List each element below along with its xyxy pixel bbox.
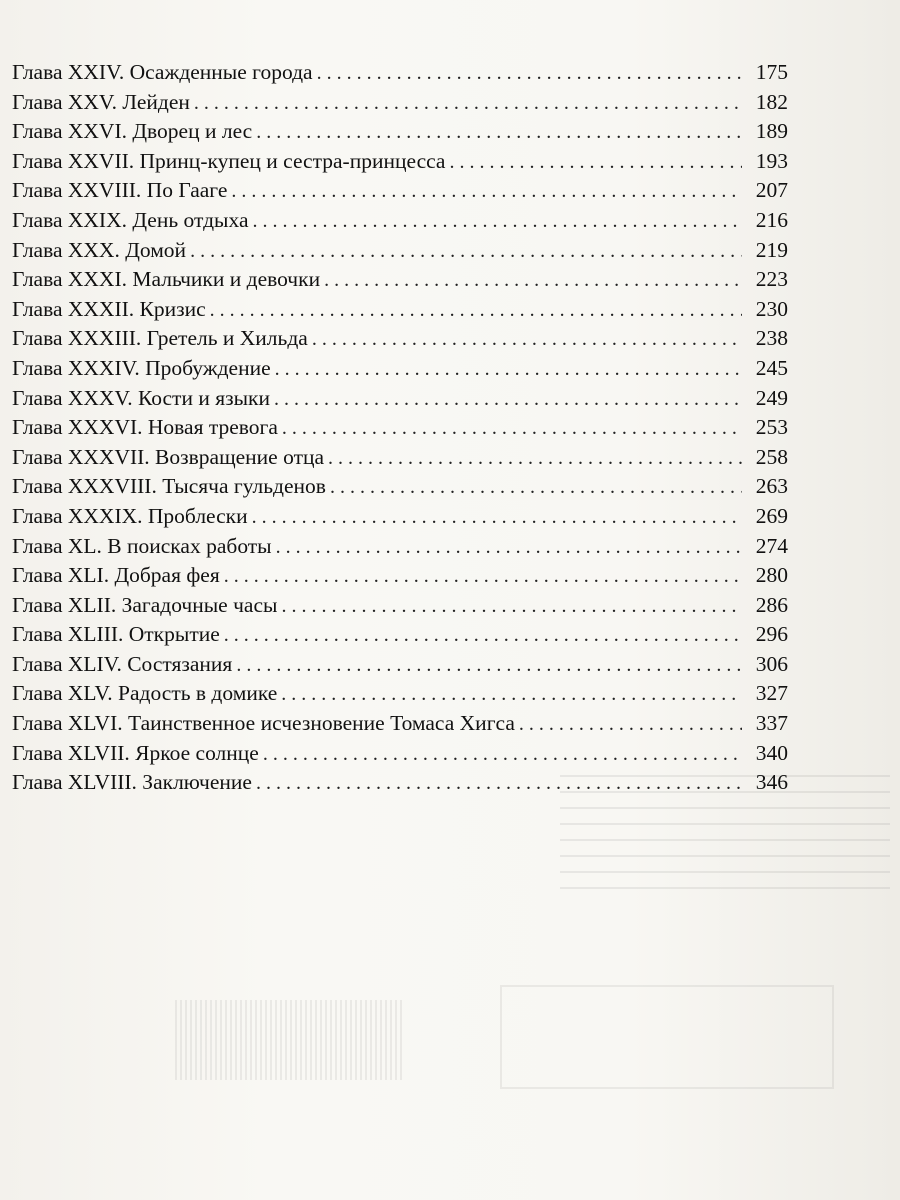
dot-leader <box>328 444 742 474</box>
chapter-title: Глава XXXV. Кости и языки <box>12 385 270 410</box>
chapter-title: Глава XXXIV. Пробуждение <box>12 355 271 380</box>
page-number: 258 <box>755 444 788 469</box>
toc-entry[interactable] <box>12 532 788 562</box>
chapter-title: Глава XLIV. Состязания <box>12 651 233 676</box>
page-number: 175 <box>755 60 788 84</box>
dot-leader <box>449 148 742 178</box>
dot-leader <box>282 414 742 444</box>
toc-entry[interactable] <box>12 768 788 798</box>
page-number: 337 <box>755 711 788 736</box>
chapter-title: Глава XXIX. День отдыха <box>12 207 249 232</box>
chapter-title: Глава XXVI. Дворец и лес <box>12 119 253 144</box>
toc-entry[interactable] <box>12 443 788 473</box>
chapter-title: Глава XXVII. Принц-купец и сестра-принцесса <box>12 148 446 173</box>
toc-entry[interactable] <box>12 117 788 147</box>
toc-entry[interactable] <box>12 561 788 591</box>
toc-entry[interactable] <box>12 739 788 769</box>
page-number: 280 <box>755 563 788 588</box>
toc-entry[interactable] <box>12 709 788 739</box>
dot-leader <box>519 710 742 740</box>
page-number: 223 <box>755 267 788 292</box>
page-number: 207 <box>755 178 788 203</box>
chapter-title: Глава XLVII. Яркое солнце <box>12 740 259 765</box>
dot-leader <box>276 533 742 563</box>
table-of-contents <box>12 58 788 798</box>
dot-leader <box>190 237 742 267</box>
dot-leader <box>256 769 742 799</box>
toc-entry[interactable] <box>12 354 788 384</box>
page-number: 263 <box>755 474 788 499</box>
page-number: 189 <box>755 119 788 144</box>
show-through-imprint-box <box>500 985 834 1089</box>
page-number: 219 <box>755 237 788 262</box>
chapter-title: Глава XXX. Домой <box>12 237 187 262</box>
page-number: 286 <box>755 592 788 617</box>
chapter-title: Глава XXVIII. По Гааге <box>12 178 228 203</box>
chapter-title: Глава XXXI. Мальчики и девочки <box>12 267 321 292</box>
toc-entry[interactable] <box>12 265 788 295</box>
page-number: 230 <box>755 296 788 321</box>
page-number: 182 <box>755 89 788 114</box>
page-number: 306 <box>755 651 788 676</box>
dot-leader <box>330 473 742 503</box>
chapter-title: Глава XLVIII. Заключение <box>12 770 252 795</box>
toc-entry[interactable] <box>12 176 788 206</box>
page-number: 193 <box>755 148 788 173</box>
chapter-title: Глава XLI. Добрая фея <box>12 563 220 588</box>
dot-leader <box>281 680 742 710</box>
page-number: 269 <box>755 503 788 528</box>
dot-leader <box>312 325 742 355</box>
page-number: 274 <box>755 533 788 558</box>
dot-leader <box>281 592 742 622</box>
page-number: 245 <box>755 355 788 380</box>
toc-entry[interactable] <box>12 384 788 414</box>
dot-leader <box>324 266 742 296</box>
dot-leader <box>224 621 742 651</box>
page-number: 216 <box>755 207 788 232</box>
dot-leader <box>275 355 742 385</box>
chapter-title: Глава XXXVIII. Тысяча гульденов <box>12 474 326 499</box>
chapter-title: Глава XXXVII. Возвращение отца <box>12 444 325 469</box>
dot-leader <box>194 89 742 119</box>
toc-entry[interactable] <box>12 679 788 709</box>
toc-entry[interactable] <box>12 502 788 532</box>
chapter-title: Глава XXXIX. Проблески <box>12 503 248 528</box>
show-through-barcode <box>175 1000 405 1080</box>
page-number: 238 <box>755 326 788 351</box>
dot-leader <box>231 177 742 207</box>
chapter-title: Глава XLVI. Таинственное исчезновение Томаса Хигса <box>12 711 515 736</box>
toc-entry[interactable] <box>12 591 788 621</box>
toc-entry[interactable] <box>12 58 788 88</box>
dot-leader <box>274 385 742 415</box>
toc-entry[interactable] <box>12 413 788 443</box>
chapter-title: Глава XXV. Лейден <box>12 89 190 114</box>
chapter-title: Глава XXIV. Осажденные города <box>12 60 313 84</box>
chapter-title: Глава XXXII. Кризис <box>12 296 206 321</box>
chapter-title: Глава XLIII. Открытие <box>12 622 220 647</box>
dot-leader <box>263 740 742 770</box>
dot-leader <box>317 59 742 89</box>
toc-entry[interactable] <box>12 88 788 118</box>
page-number: 346 <box>755 770 788 795</box>
page-number: 253 <box>755 415 788 440</box>
chapter-title: Глава XL. В поисках работы <box>12 533 272 558</box>
page-number: 340 <box>755 740 788 765</box>
chapter-title: Глава XLV. Радость в домике <box>12 681 278 706</box>
show-through-text <box>560 775 890 935</box>
chapter-title: Глава XXXVI. Новая тревога <box>12 415 278 440</box>
dot-leader <box>256 118 742 148</box>
toc-entry[interactable] <box>12 620 788 650</box>
toc-entry[interactable] <box>12 206 788 236</box>
toc-entry[interactable] <box>12 295 788 325</box>
dot-leader <box>210 296 742 326</box>
page-number: 296 <box>755 622 788 647</box>
chapter-title: Глава XLII. Загадочные часы <box>12 592 278 617</box>
dot-leader <box>236 651 742 681</box>
chapter-title: Глава XXXIII. Гретель и Хильда <box>12 326 308 351</box>
dot-leader <box>253 207 743 237</box>
page-number: 327 <box>755 681 788 706</box>
toc-entry[interactable] <box>12 472 788 502</box>
dot-leader <box>252 503 742 533</box>
toc-entry[interactable] <box>12 324 788 354</box>
toc-entry[interactable] <box>12 236 788 266</box>
toc-entry[interactable] <box>12 650 788 680</box>
page-number: 249 <box>755 385 788 410</box>
toc-entry[interactable] <box>12 147 788 177</box>
dot-leader <box>224 562 742 592</box>
